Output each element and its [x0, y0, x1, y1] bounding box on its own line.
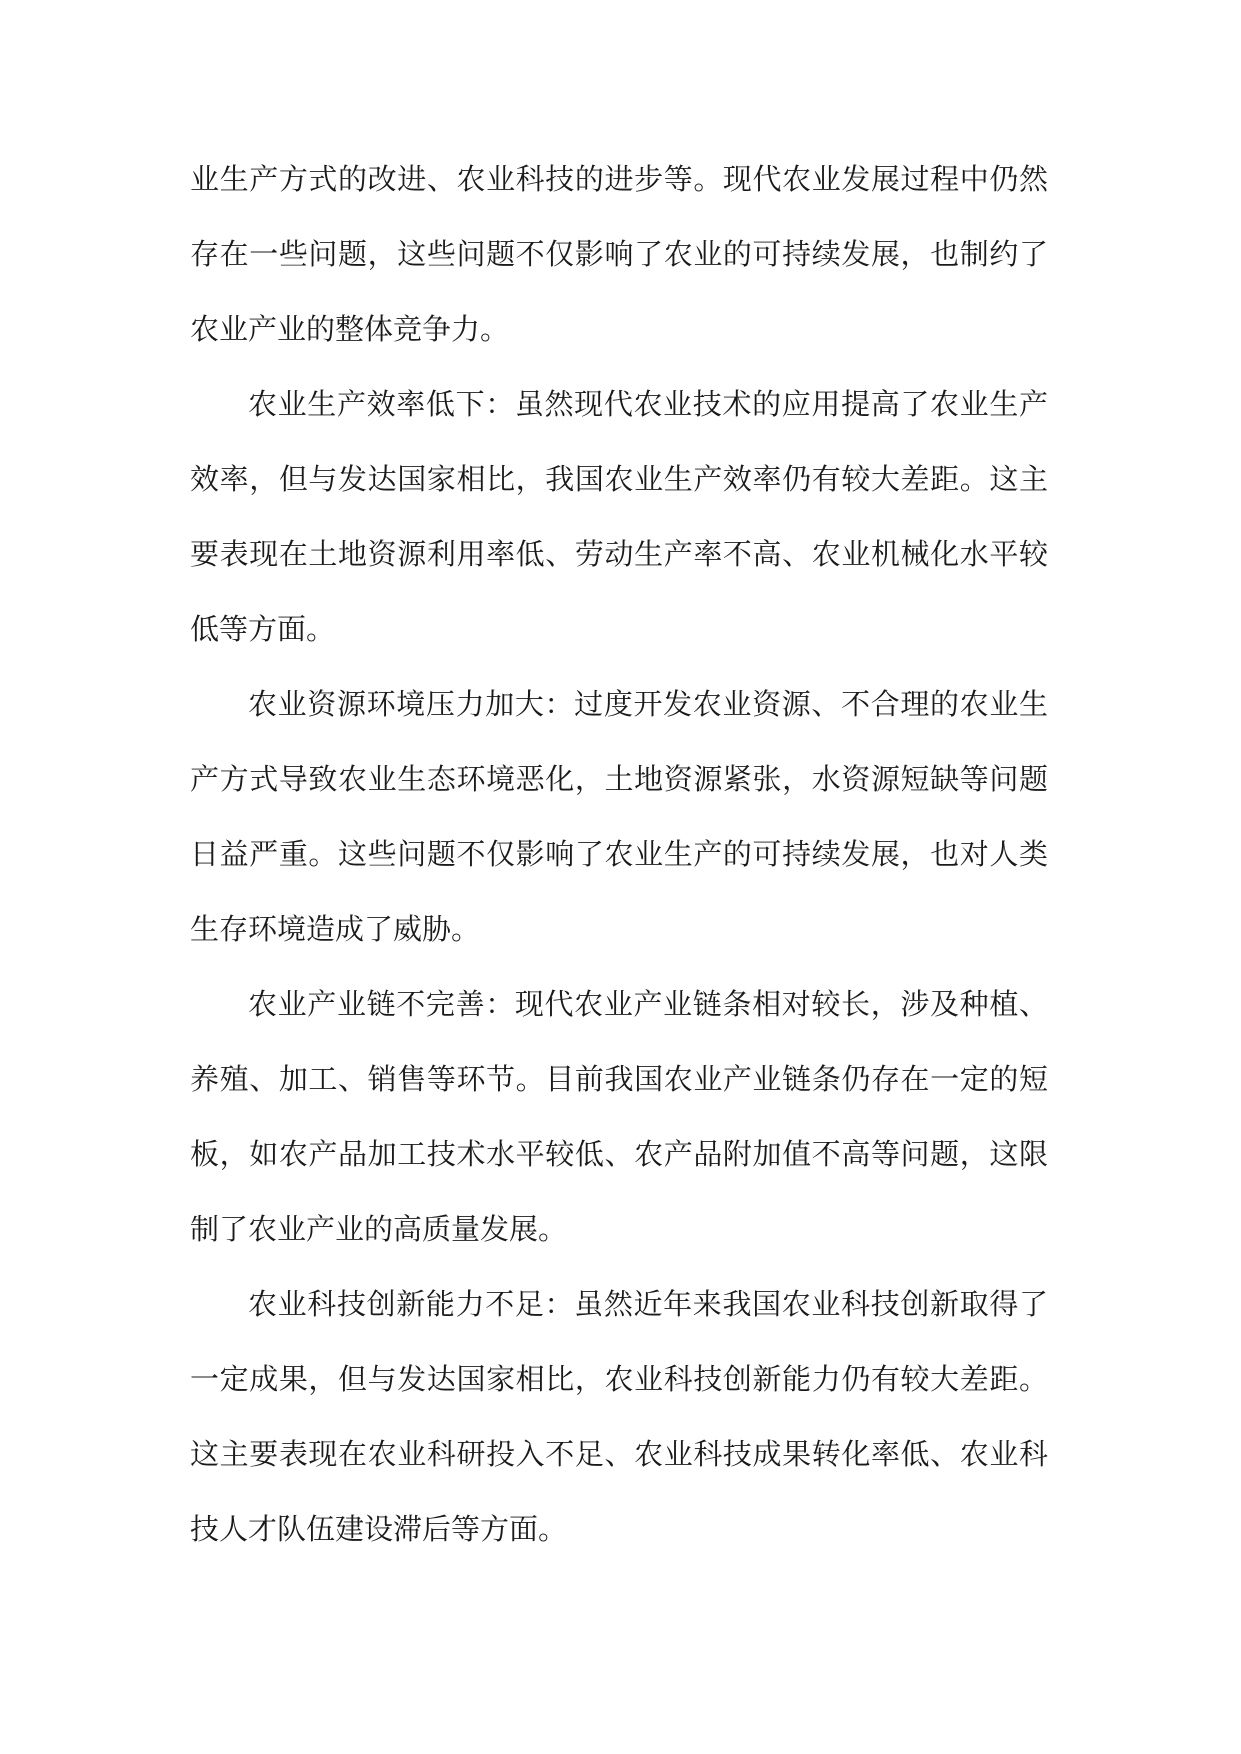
paragraph-tech-innovation: 农业科技创新能力不足：虽然近年来我国农业科技创新取得了一定成果，但与发达国家相比，农业科技创新能力仍有较大差距。这主要表现在农业科研投入不足、农业科技成果转化率低、农业科技人才队伍建设滞后等方面。	[190, 1287, 1048, 1546]
paragraph-industry-chain: 农业产业链不完善：现代农业产业链条相对较长，涉及种植、养殖、加工、销售等环节。目前我国农业产业链条仍存在一定的短板，如农产品加工技术水平较低、农产品附加值不高等问题，这限制了农业产业的高质量发展。	[190, 987, 1048, 1246]
paragraph-production-efficiency: 农业生产效率低下：虽然现代农业技术的应用提高了农业生产效率，但与发达国家相比，我国农业生产效率仍有较大差距。这主要表现在土地资源利用率低、劳动生产率不高、农业机械化水平较低等方面。	[190, 387, 1048, 646]
paragraph-resource-environment: 农业资源环境压力加大：过度开发农业资源、不合理的农业生产方式导致农业生态环境恶化，土地资源紧张，水资源短缺等问题日益严重。这些问题不仅影响了农业生产的可持续发展，也对人类生存环境造成了威胁。	[190, 687, 1048, 946]
paragraph-continuation: 业生产方式的改进、农业科技的进步等。现代农业发展过程中仍然存在一些问题，这些问题不仅影响了农业的可持续发展，也制约了农业产业的整体竞争力。	[190, 162, 1048, 346]
document-body	[190, 142, 1048, 1567]
